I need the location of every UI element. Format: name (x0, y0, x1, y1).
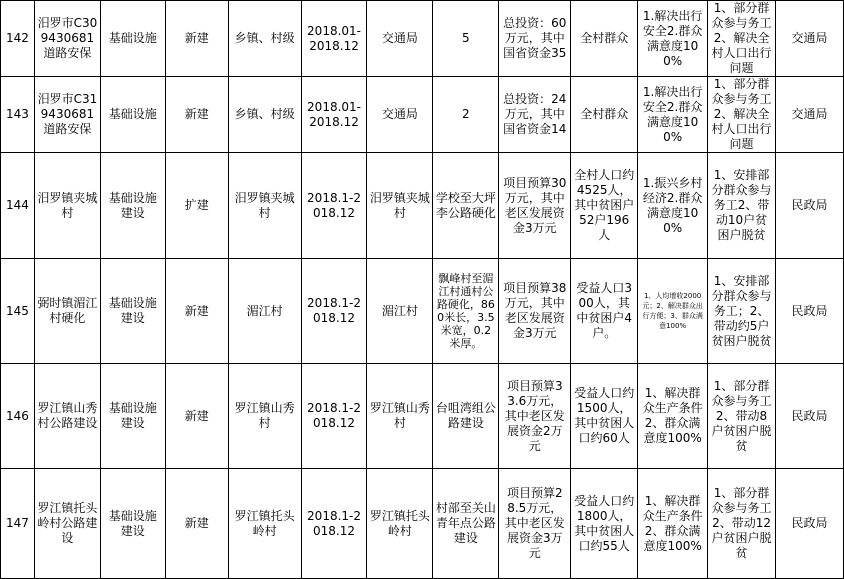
responsible-dept-cell: 民政局 (775, 469, 843, 579)
implementing-unit-cell: 汨罗镇夹城村 (367, 153, 433, 259)
project-content-cell: 2 (433, 77, 499, 153)
benefit-mechanism-cell: 1、部分群众参与务工2、解决全村人口出行问题 (708, 1, 776, 77)
beneficiaries-cell: 全村人口约4525人，其中贫困户52户196人 (571, 153, 638, 259)
project-location-cell: 乡镇、村级 (228, 1, 301, 77)
implementing-unit-cell: 罗江镇托头岭村 (367, 469, 433, 579)
benefit-mechanism-cell: 1、安排部分群众参与务工2、带动10户贫困户脱贫 (708, 153, 776, 259)
project-type-cell: 基础设施建设 (100, 364, 165, 469)
implementing-unit-cell: 罗江镇山秀村 (367, 364, 433, 469)
project-location-cell: 乡镇、村级 (228, 77, 301, 153)
project-period-cell: 2018.01-2018.12 (301, 1, 367, 77)
project-type-cell: 基础设施 (100, 1, 165, 77)
build-nature-cell: 扩建 (165, 153, 228, 259)
table-row (1, 364, 844, 469)
responsible-dept-cell: 交通局 (775, 77, 843, 153)
project-location-cell: 罗江镇山秀村 (228, 364, 301, 469)
expected-benefit-cell: 1、人均增收2000元；2、解决群众出行方便；3、群众满意100% (638, 259, 708, 364)
project-type-cell: 基础设施建设 (100, 469, 165, 579)
project-funds-cell: 项目预算38万元，其中老区发展资金3万元 (499, 259, 571, 364)
project-period-cell: 2018.1-2018.12 (301, 469, 367, 579)
project-type-cell: 基础设施 (100, 77, 165, 153)
beneficiaries-cell: 受益人口约1800人，其中贫困人口约55人 (571, 469, 638, 579)
project-funds-cell: 项目预算28.5万元，其中老区发展资金3万元 (499, 469, 571, 579)
row-number-cell: 142 (1, 1, 35, 77)
implementing-unit-cell: 交通局 (367, 77, 433, 153)
project-funds-cell: 项目预算30万元，其中老区发展资金3万元 (499, 153, 571, 259)
project-content-cell: 5 (433, 1, 499, 77)
project-period-cell: 2018.1-2018.12 (301, 153, 367, 259)
expected-benefit-cell: 1、解决群众生产条件2、群众满意度100% (638, 469, 708, 579)
project-funds-cell: 项目预算33.6万元，其中老区发展资金2万元 (499, 364, 571, 469)
table-row (1, 153, 844, 259)
table-row (1, 469, 844, 579)
benefit-mechanism-cell: 1、安排部分群众参与务工；2、带动约5户贫困户脱贫 (708, 259, 776, 364)
project-name-cell: 汨罗市C309430681道路安保 (34, 1, 100, 77)
responsible-dept-cell: 民政局 (775, 259, 843, 364)
benefit-mechanism-cell: 1、部分群众参与务工2、带动12户贫困户脱贫 (708, 469, 776, 579)
beneficiaries-cell: 全村群众 (571, 77, 638, 153)
row-number-cell: 146 (1, 364, 35, 469)
project-period-cell: 2018.1-2018.12 (301, 259, 367, 364)
project-location-cell: 湄江村 (228, 259, 301, 364)
expected-benefit-cell: 1、解决群众生产条件2、群众满意度100% (638, 364, 708, 469)
project-funds-cell: 总投资：24万元，其中国省资金14 (499, 77, 571, 153)
project-name-cell: 罗江镇山秀村公路建设 (34, 364, 100, 469)
project-content-cell: 台咀湾组公路建设 (433, 364, 499, 469)
expected-benefit-cell: 1.解决出行安全2.群众满意度100% (638, 77, 708, 153)
row-number-cell: 143 (1, 77, 35, 153)
responsible-dept-cell: 民政局 (775, 364, 843, 469)
project-funds-cell: 总投资：60万元，其中国省资金35 (499, 1, 571, 77)
build-nature-cell: 新建 (165, 469, 228, 579)
beneficiaries-cell: 受益人口300人，其中贫困户4户。 (571, 259, 638, 364)
project-type-cell: 基础设施建设 (100, 259, 165, 364)
row-number-cell: 147 (1, 469, 35, 579)
project-name-cell: 汨罗市C319430681道路安保 (34, 77, 100, 153)
build-nature-cell: 新建 (165, 1, 228, 77)
benefit-mechanism-cell: 1、部分群众参与务工2、带动8户贫困户脱贫 (708, 364, 776, 469)
project-name-cell: 罗江镇托头岭村公路建设 (34, 469, 100, 579)
table-row (1, 77, 844, 153)
responsible-dept-cell: 交通局 (775, 1, 843, 77)
table-body (1, 1, 844, 579)
project-content-cell: 村部至关山青年点公路建设 (433, 469, 499, 579)
project-location-cell: 罗江镇托头岭村 (228, 469, 301, 579)
table-row (1, 1, 844, 77)
build-nature-cell: 新建 (165, 364, 228, 469)
benefit-mechanism-cell: 1、部分群众参与务工2、解决全村人口出行问题 (708, 77, 776, 153)
implementing-unit-cell: 交通局 (367, 1, 433, 77)
beneficiaries-cell: 受益人口约1500人，其中贫困人口约60人 (571, 364, 638, 469)
expected-benefit-cell: 1.振兴乡村经济2.群众满意度100% (638, 153, 708, 259)
project-content-cell: 学校至大坪李公路硬化 (433, 153, 499, 259)
build-nature-cell: 新建 (165, 77, 228, 153)
project-type-cell: 基础设施建设 (100, 153, 165, 259)
project-name-cell: 弼时镇湄江村硬化 (34, 259, 100, 364)
project-location-cell: 汨罗镇夹城村 (228, 153, 301, 259)
beneficiaries-cell: 全村群众 (571, 1, 638, 77)
row-number-cell: 144 (1, 153, 35, 259)
project-name-cell: 汨罗镇夹城村 (34, 153, 100, 259)
table-row (1, 259, 844, 364)
project-period-cell: 2018.01-2018.12 (301, 77, 367, 153)
build-nature-cell: 新建 (165, 259, 228, 364)
implementing-unit-cell: 湄江村 (367, 259, 433, 364)
expected-benefit-cell: 1.解决出行安全2.群众满意度100% (638, 1, 708, 77)
row-number-cell: 145 (1, 259, 35, 364)
project-period-cell: 2018.1-2018.12 (301, 364, 367, 469)
project-content-cell: 飘峰村至湄江村通村公路硬化，860米长，3.5米宽，0.2米厚。 (433, 259, 499, 364)
responsible-dept-cell: 民政局 (775, 153, 843, 259)
